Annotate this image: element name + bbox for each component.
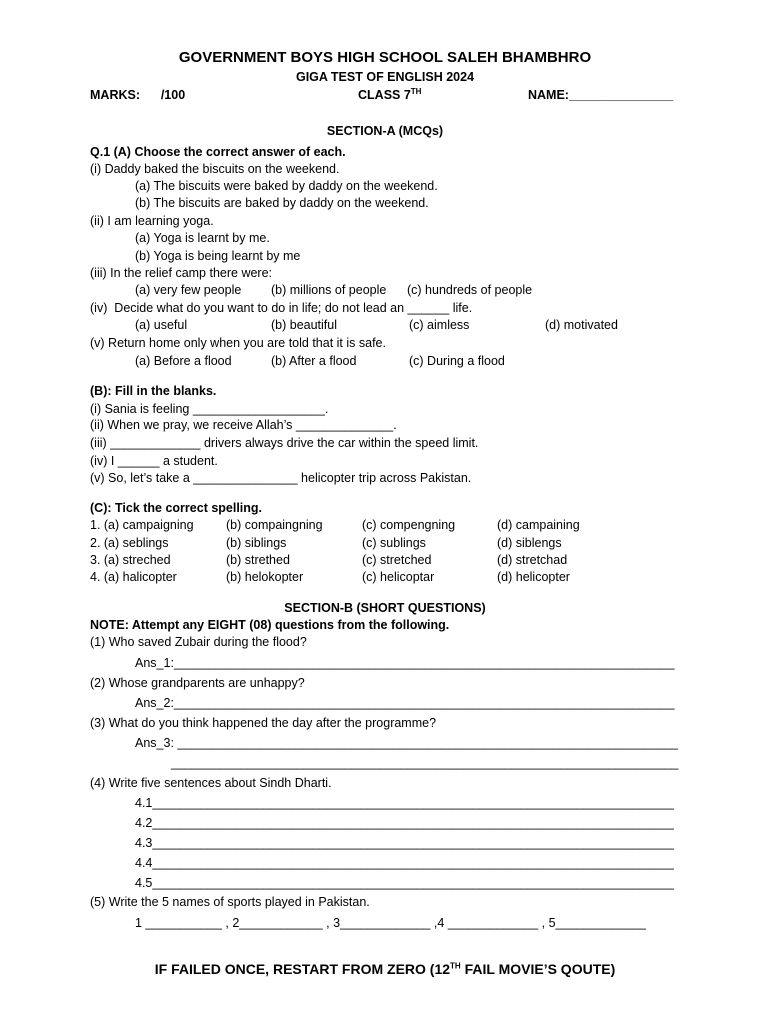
section-b-note: NOTE: Attempt any EIGHT (08) questions from the following. [90, 618, 450, 632]
answer-line: 4.5___________________________________________________________________________ [135, 876, 674, 890]
spell-option: (b) helokopter [226, 570, 304, 584]
section-b-title: SECTION-B (SHORT QUESTIONS) [284, 601, 486, 615]
spell-option: 3. (a) streched [90, 553, 171, 567]
mcq-option: (b) After a flood [271, 354, 357, 368]
mcq-question: (i) Daddy baked the biscuits on the weekend. [90, 162, 340, 176]
marks-label: MARKS: /100 [90, 88, 186, 102]
mcq-option: (c) aimless [409, 318, 470, 332]
mcq-option: (a) very few people [135, 283, 242, 297]
mcq-option: (d) motivated [545, 318, 618, 332]
spell-option: (c) stretched [362, 553, 432, 567]
mcq-question: (iii) In the relief camp there were: [90, 266, 273, 280]
mcq-question: (v) Return home only when you are told that it is safe. [90, 336, 386, 350]
test-title: GIGA TEST OF ENGLISH 2024 [295, 70, 475, 84]
mcq-option: (c) hundreds of people [407, 283, 533, 297]
school-title: GOVERNMENT BOYS HIGH SCHOOL SALEH BHAMBHRO [178, 49, 592, 66]
spell-option: 4. (a) halicopter [90, 570, 177, 584]
spell-option: 2. (a) seblings [90, 536, 169, 550]
spell-option: (c) helicoptar [362, 570, 435, 584]
answer-line: 4.4___________________________________________________________________________ [135, 856, 674, 870]
fill-heading: (B): Fill in the blanks. [90, 384, 217, 398]
spell-option: (d) campaining [497, 518, 580, 532]
fill-item: (i) Sania is feeling ___________________. [90, 402, 329, 416]
mcq-option: (a) useful [135, 318, 188, 332]
fill-item: (iv) I ______ a student. [90, 454, 218, 468]
spell-option: (d) stretchad [497, 553, 568, 567]
short-question: (1) Who saved Zubair during the flood? [90, 635, 307, 649]
name-field: NAME:_______________ [528, 88, 674, 102]
mcq-question: (iv) Decide what do you want to do in life; do not lead an ______ life. [90, 301, 473, 315]
answer-line: Ans_1:________________________________________________________________________ [135, 656, 675, 670]
mcq-option: (b) millions of people [271, 283, 387, 297]
spell-option: (b) siblings [226, 536, 287, 550]
fill-item: (v) So, let’s take a _______________ helicopter trip across Pakistan. [90, 471, 472, 485]
mcq-option: (a) Yoga is learnt by me. [135, 231, 270, 245]
fill-item: (iii) _____________ drivers always drive the car within the speed limit. [90, 436, 479, 450]
spell-option: (d) siblengs [497, 536, 562, 550]
answer-line: 4.2___________________________________________________________________________ [135, 816, 674, 830]
class-label: CLASS 7TH [358, 86, 422, 102]
spell-option: 1. (a) campaigning [90, 518, 194, 532]
short-question: (4) Write five sentences about Sindh Dharti. [90, 776, 332, 790]
section-a-title: SECTION-A (MCQs) [326, 124, 444, 138]
spell-option: (d) helicopter [497, 570, 570, 584]
spell-option: (b) strethed [226, 553, 290, 567]
q1-heading: Q.1 (A) Choose the correct answer of each. [90, 145, 346, 159]
mcq-option: (a) Before a flood [135, 354, 232, 368]
spell-heading: (C): Tick the correct spelling. [90, 501, 263, 515]
mcq-question: (ii) I am learning yoga. [90, 214, 214, 228]
answer-line: 4.3___________________________________________________________________________ [135, 836, 674, 850]
short-question: (3) What do you think happened the day after the programme? [90, 716, 437, 730]
mcq-option: (a) The biscuits were baked by daddy on the weekend. [135, 179, 438, 193]
footer-quote: IF FAILED ONCE, RESTART FROM ZERO (12TH FAIL MOVIE’S QOUTE) [154, 961, 616, 977]
spell-option: (c) compengning [362, 518, 456, 532]
spell-option: (b) compaingning [226, 518, 323, 532]
answer-line: Ans_2:________________________________________________________________________ [135, 696, 675, 710]
mcq-option: (c) During a flood [409, 354, 505, 368]
short-question: (2) Whose grandparents are unhappy? [90, 676, 305, 690]
fill-item: (ii) When we pray, we receive Allah’s ______________. [90, 418, 397, 432]
short-question: (5) Write the 5 names of sports played in Pakistan. [90, 895, 370, 909]
mcq-option: (b) beautiful [271, 318, 338, 332]
answer-line: Ans_3: ________________________________________________________________________ [135, 736, 678, 750]
mcq-option: (b) The biscuits are baked by daddy on the weekend. [135, 196, 429, 210]
answer-line: 4.1___________________________________________________________________________ [135, 796, 674, 810]
answer-line: _________________________________________________________________________ [171, 756, 679, 770]
answer-line: 1 ___________ , 2____________ , 3_____________ ,4 _____________ , 5_____________ [135, 916, 646, 930]
spell-option: (c) sublings [362, 536, 426, 550]
mcq-option: (b) Yoga is being learnt by me [135, 249, 301, 263]
